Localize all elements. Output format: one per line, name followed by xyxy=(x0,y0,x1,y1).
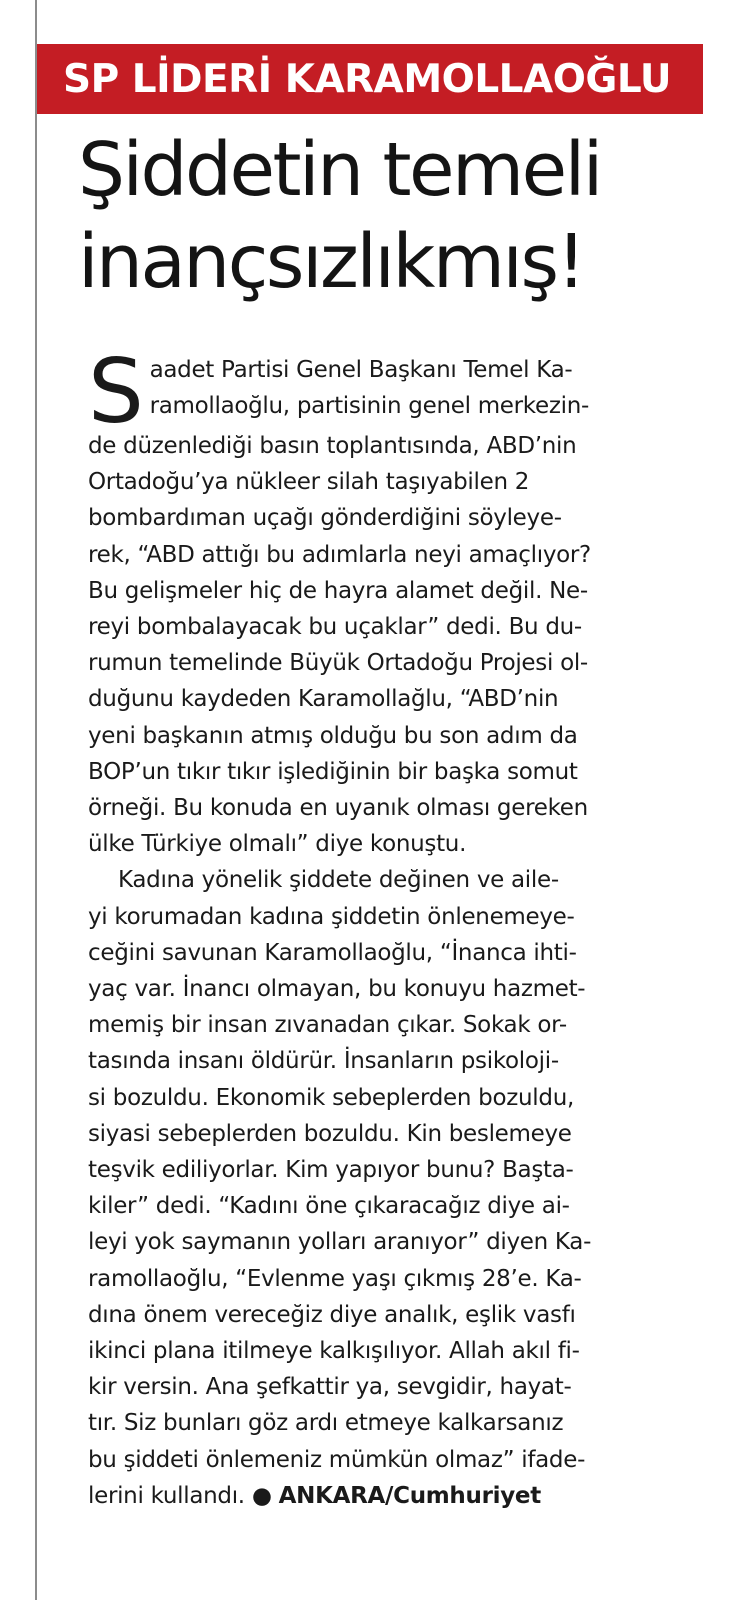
kicker-banner xyxy=(37,44,703,114)
kicker-text: SP LİDERİ KARAMOLLAOĞLU xyxy=(63,56,672,102)
text-line: leyi yok saymanın yolları aranıyor” diyen Ka- xyxy=(88,1229,592,1256)
text-line: aadet Partisi Genel Başkanı Temel Ka- xyxy=(149,357,573,383)
text-line: yeni başkanın atmış olduğu bu son adım da xyxy=(88,722,578,749)
text-line: teşvik ediliyorlar. Kim yapıyor bunu? Başta- xyxy=(88,1157,574,1184)
text-line: örneği. Bu konuda en uyanık olması gereken xyxy=(88,795,588,822)
text-line: duğunu kaydeden Karamollağlu, “ABD’nin xyxy=(88,686,559,713)
text-line: tır. Siz bunları göz ardı etmeye kalkarsanız xyxy=(88,1410,564,1437)
text-line: ceğini savunan Karamollaoğlu, “İnanca ihti- xyxy=(88,939,577,966)
text-line: bu şiddeti önlemeniz mümkün olmaz” ifade- xyxy=(88,1446,586,1473)
headline xyxy=(78,124,718,308)
text-line: ikinci plana itilmeye kalkışılıyor. Allah akıl fi- xyxy=(88,1338,580,1365)
text-line: ramollaoğlu, “Evlenme yaşı çıkmış 28’e. Ka- xyxy=(88,1265,582,1292)
text-line: bombardıman uçağı gönderdiğini söyleye- xyxy=(88,505,562,532)
headline-line-1: Şiddetin temeli xyxy=(78,127,601,213)
article-body xyxy=(88,340,708,1514)
text-line: yaç var. İnancı olmayan, bu konuyu hazmet- xyxy=(88,976,586,1003)
text-line: kir versin. Ana şefkattir ya, sevgidir, hayat- xyxy=(88,1374,572,1401)
last-line-text: lerini kullandı. xyxy=(88,1482,245,1509)
headline-line-2: inançsızlıkmış! xyxy=(78,219,584,305)
signoff: ANKARA/Cumhuriyet xyxy=(278,1482,541,1509)
text-line: rek, “ABD attığı bu adımlarla neyi amaçlıyor? xyxy=(88,541,591,568)
text-line: ülke Türkiye olmalı” diye konuştu. xyxy=(88,831,467,858)
text-line: yi korumadan kadına şiddetin önlenemeye- xyxy=(88,903,575,930)
paragraph-1 xyxy=(88,340,708,862)
text-line: Kadına yönelik şiddete değinen ve aile- xyxy=(118,867,559,894)
text-line: tasında insanı öldürür. İnsanların psikoloji- xyxy=(88,1048,559,1075)
text-line: BOP’un tıkır tıkır işlediğinin bir başka somut xyxy=(88,758,578,785)
text-line: de düzenlediği basın toplantısında, ABD’nin xyxy=(88,433,577,459)
text-line: siyasi sebeplerden bozuldu. Kin beslemeye xyxy=(88,1120,572,1147)
text-line: dına önem vereceğiz diye analık, eşlik vasfı xyxy=(88,1301,576,1328)
drop-cap: S xyxy=(88,340,144,443)
text-line: kiler” dedi. “Kadını öne çıkaracağız diye ai- xyxy=(88,1193,570,1220)
text-line: memiş bir insan zıvanadan çıkar. Sokak or- xyxy=(88,1012,567,1039)
bullet-icon: ● xyxy=(251,1482,272,1509)
text-line: si bozuldu. Ekonomik sebeplerden bozuldu, xyxy=(88,1084,574,1111)
text-line: reyi bombalayacak bu uçaklar” dedi. Bu du- xyxy=(88,614,582,641)
text-line: Bu gelişmeler hiç de hayra alamet değil. Ne- xyxy=(88,577,588,604)
last-line xyxy=(88,1478,708,1514)
text-line: ramollaoğlu, partisinin genel merkezin- xyxy=(149,393,589,420)
text-line: rumun temelinde Büyük Ortadoğu Projesi ol- xyxy=(88,650,588,677)
column-rule xyxy=(35,0,37,1600)
text-line: Ortadoğu’ya nükleer silah taşıyabilen 2 xyxy=(88,469,530,496)
paragraph-2 xyxy=(88,862,708,1514)
